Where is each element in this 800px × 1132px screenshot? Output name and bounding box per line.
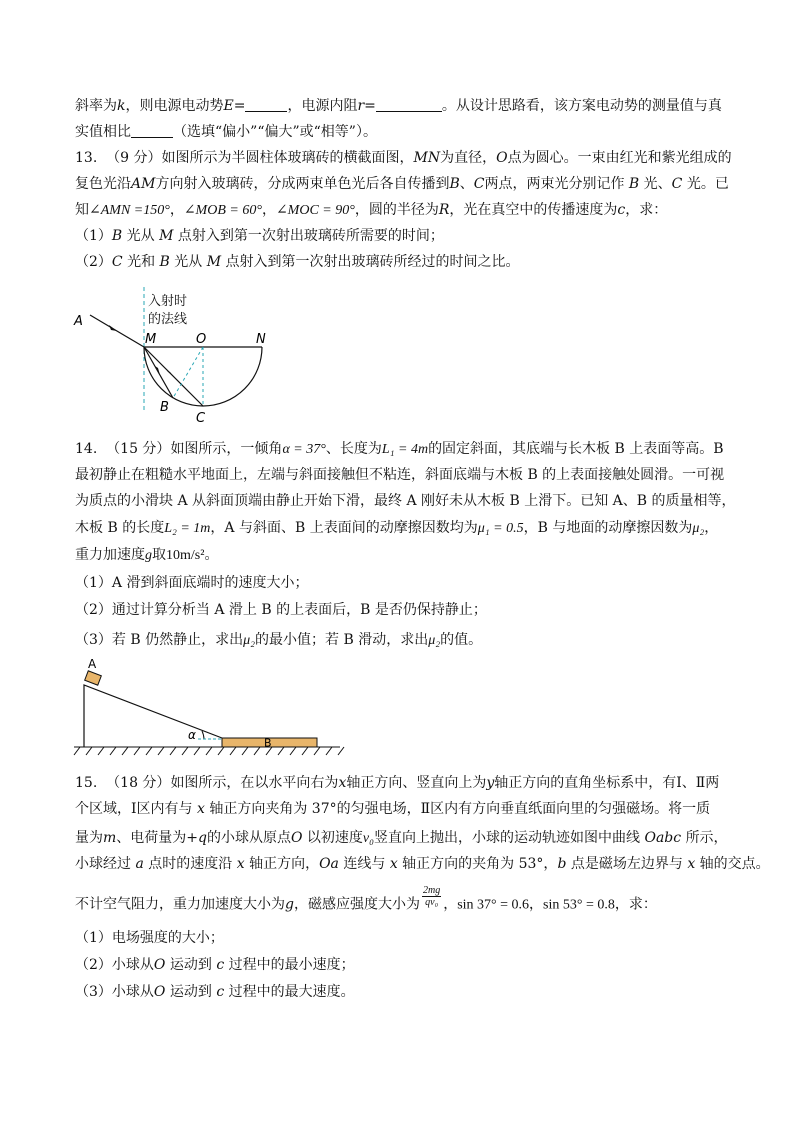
var: O xyxy=(153,984,166,1000)
q13-sub-2 xyxy=(75,252,520,272)
text: 复色光沿 xyxy=(75,176,131,192)
var: m xyxy=(103,830,117,846)
question-number: 14. xyxy=(75,441,98,457)
text: 的固定斜面，其底端与长木板 B 上表面等高。B xyxy=(428,441,724,457)
text: 点射入到第一次射出玻璃砖所需要的时间； xyxy=(177,228,444,244)
text: ，A 与斜面、B 上表面间的动摩擦因数均为 xyxy=(210,520,478,536)
var-g: g xyxy=(145,548,152,563)
text: （3）小球从 xyxy=(75,984,154,1000)
text: ，圆的半径为 xyxy=(354,202,439,218)
var-r: r xyxy=(357,98,365,114)
q15-line-4 xyxy=(75,854,770,874)
incline xyxy=(84,685,222,747)
q14-figure xyxy=(70,655,350,760)
text: 轴正方向的直角坐标系中，有Ⅰ、Ⅱ两 xyxy=(494,775,720,791)
text: 不计空气阻力，重力加速度大小为 xyxy=(75,896,285,913)
label-O: O xyxy=(196,332,207,347)
text: ， xyxy=(704,520,719,536)
text: 轴的交点。 xyxy=(699,856,770,872)
var: O xyxy=(496,150,508,166)
q15-line-3 xyxy=(75,828,728,849)
q15-line-2 xyxy=(75,799,710,819)
angle-arc xyxy=(202,731,204,739)
text: 连线与 xyxy=(343,856,386,872)
text: （1）A 滑到斜面底端时的速度大小； xyxy=(75,575,309,591)
block-A xyxy=(85,671,102,685)
q15-sub-3 xyxy=(75,982,355,1002)
var: M xyxy=(159,228,174,244)
q13-figure xyxy=(70,285,290,425)
label-A: A xyxy=(88,657,97,671)
var: +q xyxy=(186,830,207,846)
text: 取 xyxy=(152,547,166,563)
formula-mu2: μ₂ xyxy=(428,633,441,648)
text: 。 xyxy=(204,547,219,563)
text: 轴正方向， xyxy=(249,856,320,872)
text: = xyxy=(364,98,376,114)
var: c xyxy=(216,984,225,1000)
text: 光从 xyxy=(126,228,155,244)
normal-label-1: 入射时 xyxy=(148,294,188,309)
text: 斜率为 xyxy=(75,98,117,114)
text: ，求： xyxy=(614,896,657,913)
q14-line-5 xyxy=(75,545,218,566)
text: 如图所示，一倾角 xyxy=(170,441,283,457)
label-M: M xyxy=(145,332,157,347)
var: C xyxy=(111,254,123,270)
text: 的小球从原点 xyxy=(206,830,291,846)
text: 个区域，Ⅰ区内有与 xyxy=(75,801,193,817)
var: x xyxy=(389,856,398,872)
formula-mu2: μ₂ xyxy=(692,521,705,536)
text: 。从设计思路看，该方案电动势的测量值与真 xyxy=(441,98,722,114)
q13-line-3: 知∠AMN =150°，∠MOB = 60°，∠MOC = 90°，圆的半径为R，光在真空中的传播速度为c，求： xyxy=(75,202,668,218)
var: x xyxy=(687,856,696,872)
q15-line-1 xyxy=(75,773,719,793)
text: 点时的速度沿 xyxy=(148,856,233,872)
var: b xyxy=(557,856,567,872)
var: R xyxy=(438,202,450,218)
q14-sub-3 xyxy=(75,630,482,651)
text: 运动到 xyxy=(169,984,212,1000)
angle-MOC: ∠MOC = 90° xyxy=(275,203,355,218)
var: c xyxy=(617,202,626,218)
q15-sub-2 xyxy=(75,955,355,975)
q14-sub-1 xyxy=(75,573,308,593)
var: Oa xyxy=(319,856,339,872)
var: B xyxy=(111,228,123,244)
var: a xyxy=(135,856,144,872)
fraction-denominator: qv₀ xyxy=(425,897,439,908)
text: 轴正方向夹角为 37°的匀强电场，Ⅱ区内有方向垂直纸面向里的匀强磁场。将一质 xyxy=(209,801,711,817)
text: ，B 与地面的动摩擦因数为 xyxy=(523,520,693,536)
text: （选填“偏小”“偏大”或“相等”）。 xyxy=(173,124,377,140)
sin37-value: sin 37° = 0.6 xyxy=(457,897,530,913)
q14-line-1 xyxy=(75,439,724,460)
formula-L1: L₁ = 4m xyxy=(381,442,429,457)
incident-arrow xyxy=(109,325,117,331)
text: 木板 B 的长度 xyxy=(75,520,165,536)
g-value: 10m/s² xyxy=(166,548,205,563)
text: 运动到 xyxy=(169,957,212,973)
var: x xyxy=(196,801,205,817)
text: 方向射入玻璃砖，分成两束单色光后各自传播到 xyxy=(155,176,450,192)
text: 光、 xyxy=(643,176,672,192)
var: B xyxy=(159,254,170,270)
text: 光从 xyxy=(174,254,203,270)
ground-hatching xyxy=(74,747,344,755)
text: 、长度为 xyxy=(325,441,382,457)
text: ，磁感应强度大小为 xyxy=(293,896,420,913)
var: O xyxy=(153,957,166,973)
q13-line-1 xyxy=(75,148,732,168)
text: 、 xyxy=(459,176,474,192)
var: g xyxy=(285,896,294,913)
question-number: 15. xyxy=(75,775,98,791)
label-alpha: α xyxy=(188,728,196,742)
text: = xyxy=(233,98,246,114)
formula-alpha: α = 37° xyxy=(282,442,326,457)
q14-sub-2 xyxy=(75,600,487,620)
var: x xyxy=(338,775,347,791)
question-points: （18 分） xyxy=(106,775,171,791)
label-A: A xyxy=(74,314,83,329)
text: 点是磁场左边界与 xyxy=(570,856,683,872)
var: C xyxy=(473,176,485,192)
question-number: 13. xyxy=(75,150,98,166)
q13-line-2 xyxy=(75,174,729,194)
text: 知 xyxy=(75,202,89,218)
text: ，电源内阻 xyxy=(287,98,358,114)
text: 点为圆心。一束由红光和紫光组成的 xyxy=(507,150,732,166)
text: 量为 xyxy=(75,830,103,846)
var-v0: v₀ xyxy=(362,831,375,846)
label-N: N xyxy=(256,332,266,347)
text: 点射入到第一次射出玻璃砖所经过的时间之比。 xyxy=(225,254,520,270)
angle-MOB: ∠MOB = 60° xyxy=(183,203,262,218)
text: 最初静止在粗糙水平地面上，左端与斜面接触但不粘连，斜面底端与木板 B 的上表面接触处圆滑。一可视 xyxy=(75,467,725,483)
label-B: B xyxy=(160,400,169,415)
text: （2）通过计算分析当 A 滑上 B 的上表面后，B 是否仍保持静止； xyxy=(75,602,487,618)
text: 过程中的最小速度； xyxy=(228,957,355,973)
text: 的值。 xyxy=(440,632,483,648)
answer-blank-r[interactable] xyxy=(376,97,442,112)
var-k: k xyxy=(117,98,126,114)
formula-mu1: μ₁ = 0.5 xyxy=(477,521,524,536)
var: AM xyxy=(131,176,156,192)
question-points: （9 分） xyxy=(106,150,162,166)
var: C xyxy=(671,176,683,192)
B-fraction xyxy=(422,885,441,908)
fraction-numerator: 2mg xyxy=(422,885,441,896)
var: MN xyxy=(413,150,441,166)
var: M xyxy=(206,254,222,270)
text: 两点，两束光分别记作 xyxy=(484,176,625,192)
text: （1）电场强度的大小； xyxy=(75,930,224,946)
text: 竖直向上抛出，小球的运动轨迹如图中曲线 xyxy=(374,830,641,846)
text: 实值相比 xyxy=(75,124,131,140)
text: 以初速度 xyxy=(306,830,363,846)
text: 过程中的最大速度。 xyxy=(228,984,355,1000)
text: 为质点的小滑块 A 从斜面顶端由静止开始下滑，最终 A 刚好未从木板 B 上滑下。已知 A、B 的质量相等， xyxy=(75,493,736,509)
text: ，则电源电动势 xyxy=(125,98,224,114)
q14-line-4 xyxy=(75,518,718,539)
question-points: （15 分） xyxy=(106,441,171,457)
q12-line-2 xyxy=(75,122,377,142)
text: 小球经过 xyxy=(75,856,131,872)
text: 重力加速度 xyxy=(75,547,145,563)
text: 轴正方向的夹角为 53°， xyxy=(402,856,558,872)
label-C: C xyxy=(196,411,206,425)
q12-line-1 xyxy=(75,96,722,116)
text: ，光在真空中的传播速度为 xyxy=(449,202,618,218)
text: 如图所示为半圆柱体玻璃砖的横截面图， xyxy=(161,150,414,166)
formula-L2: L₂ = 1m xyxy=(164,521,211,536)
var-E: E xyxy=(223,98,234,114)
q13-sub-1 xyxy=(75,226,444,246)
ray-MB xyxy=(144,347,173,398)
q14-line-3 xyxy=(75,491,736,511)
label-B: B xyxy=(264,736,272,750)
var: x xyxy=(236,856,245,872)
text: 光。已 xyxy=(686,176,729,192)
answer-blank-E[interactable] xyxy=(245,97,287,112)
var: c xyxy=(216,957,225,973)
formula-mu2: μ₂ xyxy=(243,633,256,648)
var: O xyxy=(290,830,303,846)
text: （3）若 B 仍然静止，求出 xyxy=(75,632,244,648)
text: （1） xyxy=(75,228,112,244)
text: 如图所示，在以水平向右为 xyxy=(170,775,339,791)
var: Oabc xyxy=(644,830,682,846)
var: B xyxy=(628,176,640,192)
text: 光和 xyxy=(127,254,156,270)
normal-label-2: 的法线 xyxy=(148,312,188,327)
text: 为直径， xyxy=(440,150,497,166)
answer-blank-compare[interactable] xyxy=(131,123,173,138)
q14-line-2 xyxy=(75,465,724,485)
text: （2） xyxy=(75,254,112,270)
sin53-value: sin 53° = 0.8 xyxy=(543,897,615,913)
q15-sub-1 xyxy=(75,928,224,948)
var: y xyxy=(486,775,495,791)
text: 轴正方向、竖直向上为 xyxy=(346,775,487,791)
text: 所示， xyxy=(685,830,728,846)
text: 的最小值；若 B 滑动，求出 xyxy=(255,632,429,648)
angle-AMN: ∠AMN =150° xyxy=(89,203,170,218)
text: （2）小球从 xyxy=(75,957,154,973)
var: B xyxy=(449,176,460,192)
text: ，求： xyxy=(625,202,668,218)
q15-line-5: 不计空气阻力，重力加速度大小为g，磁感应强度大小为 $\frac{2mg}{\text{qv₀}}$ ，sin 37° = 0.6，sin 53° = 0.8，求： xyxy=(75,885,657,913)
text: 、电荷量为 xyxy=(116,830,187,846)
